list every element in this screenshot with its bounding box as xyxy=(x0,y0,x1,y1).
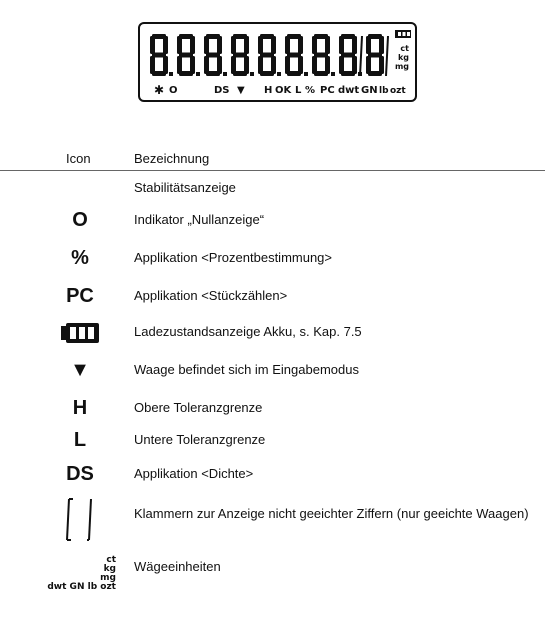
lcd-segment xyxy=(244,36,249,54)
row-description: Klammern zur Anzeige nicht geeichter Ziffern (nur geeichte Waagen) xyxy=(134,506,529,521)
lcd-percent-symbol: % xyxy=(305,85,316,96)
ds-icon: DS xyxy=(66,463,94,485)
lcd-decimal-point xyxy=(196,72,200,76)
lcd-digit xyxy=(366,34,384,76)
table-row-battery xyxy=(0,318,545,346)
lcd-digit xyxy=(150,34,173,76)
lcd-units xyxy=(383,44,409,71)
lcd-segment xyxy=(204,36,209,54)
lcd-decimal-point xyxy=(304,72,308,76)
triangle-down-icon: ▼ xyxy=(70,359,90,381)
header-divider xyxy=(0,170,545,171)
lcd-h-symbol: H xyxy=(264,85,273,96)
table-row-density xyxy=(0,460,545,488)
lcd-segment xyxy=(204,56,209,74)
lcd-digit xyxy=(285,34,308,76)
row-description: Waage befindet sich im Eingabemodus xyxy=(134,362,359,377)
l-icon: L xyxy=(73,429,87,451)
lcd-segment xyxy=(217,56,222,74)
lcd-segment xyxy=(298,56,303,74)
lcd-segment xyxy=(190,56,195,74)
row-description: Applikation <Prozentbestimmung> xyxy=(134,250,333,265)
lcd-zero-symbol: O xyxy=(169,85,178,96)
lcd-unit-kg: kg xyxy=(397,53,409,62)
lcd-segment xyxy=(271,56,276,74)
lcd-unit-ct: ct xyxy=(400,44,409,53)
lcd-segment xyxy=(177,56,182,74)
lcd-battery-cell xyxy=(398,32,401,36)
unit-mg: mg xyxy=(100,573,116,583)
lcd-decimal-point xyxy=(277,72,281,76)
lcd-digit xyxy=(258,34,281,76)
lcd-segment xyxy=(231,56,236,74)
lcd-star-symbol: ✱ xyxy=(154,83,165,97)
lcd-segment xyxy=(352,36,357,54)
lcd-ok-symbol: OK xyxy=(275,85,292,96)
table-row-brackets xyxy=(0,496,545,546)
row-description: Obere Toleranzgrenze xyxy=(134,400,263,415)
lcd-segment xyxy=(190,36,195,54)
h-icon: H xyxy=(72,397,88,419)
lcd-segment xyxy=(339,56,344,74)
lcd-segment xyxy=(231,36,236,54)
table-row-zero xyxy=(0,206,545,234)
lcd-digit xyxy=(231,34,254,76)
units-icon xyxy=(20,556,116,592)
unit-ct: ct xyxy=(106,555,116,565)
lcd-digit xyxy=(312,34,335,76)
lcd-segment xyxy=(312,36,317,54)
lcd-segment xyxy=(258,56,263,74)
lcd-segment xyxy=(150,36,155,54)
lcd-dwt-symbol: dwt xyxy=(338,85,360,96)
lcd-pc-symbol: PC xyxy=(320,85,335,96)
table-row-piece-count xyxy=(0,282,545,310)
lcd-segment xyxy=(271,36,276,54)
lcd-segment xyxy=(285,36,290,54)
lcd-decimal-point xyxy=(169,72,173,76)
lcd-decimal-point xyxy=(223,72,227,76)
lcd-segment xyxy=(325,56,330,74)
lcd-segment xyxy=(217,36,222,54)
row-description: Untere Toleranzgrenze xyxy=(134,432,266,447)
lcd-segment xyxy=(258,36,263,54)
table-row-stability xyxy=(0,176,545,200)
lcd-status-line xyxy=(154,84,416,98)
header-description: Bezeichnung xyxy=(134,151,210,166)
lcd-decimal-point xyxy=(250,72,254,76)
table-row-lower-tolerance xyxy=(0,426,545,454)
lcd-segment xyxy=(150,56,155,74)
battery-icon xyxy=(38,320,122,344)
row-description: Stabilitätsanzeige xyxy=(134,180,236,195)
row-description: Applikation <Dichte> xyxy=(134,466,254,481)
lcd-ds-symbol: DS xyxy=(214,85,230,96)
lcd-digit xyxy=(177,34,200,76)
lcd-digit xyxy=(339,34,362,76)
lcd-segment xyxy=(163,56,168,74)
row-description: Indikator „Nullanzeige“ xyxy=(134,212,265,227)
lcd-ozt-symbol: ozt xyxy=(390,86,406,96)
unit-bottom-line: dwt GN lb ozt xyxy=(47,582,116,592)
table-row-units xyxy=(0,556,545,606)
lcd-segment xyxy=(325,36,330,54)
lcd-segment xyxy=(339,36,344,54)
row-description: Ladezustandsanzeige Akku, s. Kap. 7.5 xyxy=(134,324,362,339)
table-header xyxy=(0,148,545,170)
brackets-icon xyxy=(38,496,122,544)
lcd-battery-cell xyxy=(403,32,406,36)
zero-indicator-icon: O xyxy=(72,209,88,231)
percent-icon: % xyxy=(71,247,89,269)
lcd-segment xyxy=(352,56,357,74)
row-description: Wägeeinheiten xyxy=(134,559,221,574)
lcd-unit-mg: mg xyxy=(394,62,409,71)
lcd-digit xyxy=(204,34,227,76)
lcd-l-symbol: L xyxy=(295,85,302,96)
lcd-bracket xyxy=(360,36,362,76)
lcd-segment xyxy=(244,56,249,74)
lcd-triangle-symbol: ▼ xyxy=(237,85,245,96)
table-row-percent xyxy=(0,244,545,272)
lcd-segment xyxy=(298,36,303,54)
lcd-segment xyxy=(163,36,168,54)
table-row-input-mode xyxy=(0,356,545,384)
lcd-gn-symbol: GN xyxy=(361,85,378,96)
lcd-segment xyxy=(366,36,371,54)
table-row-upper-tolerance xyxy=(0,394,545,422)
lcd-lb-symbol: lb xyxy=(379,86,389,96)
row-description: Applikation <Stückzählen> xyxy=(134,288,288,303)
header-icon: Icon xyxy=(66,151,91,166)
lcd-segment xyxy=(366,56,371,74)
lcd-battery-cell xyxy=(407,32,410,36)
lcd-display-illustration xyxy=(138,22,417,102)
lcd-segment xyxy=(312,56,317,74)
pc-icon: PC xyxy=(66,285,94,307)
lcd-decimal-point xyxy=(331,72,335,76)
lcd-segment xyxy=(177,36,182,54)
lcd-segment xyxy=(285,56,290,74)
unit-kg: kg xyxy=(103,564,116,574)
